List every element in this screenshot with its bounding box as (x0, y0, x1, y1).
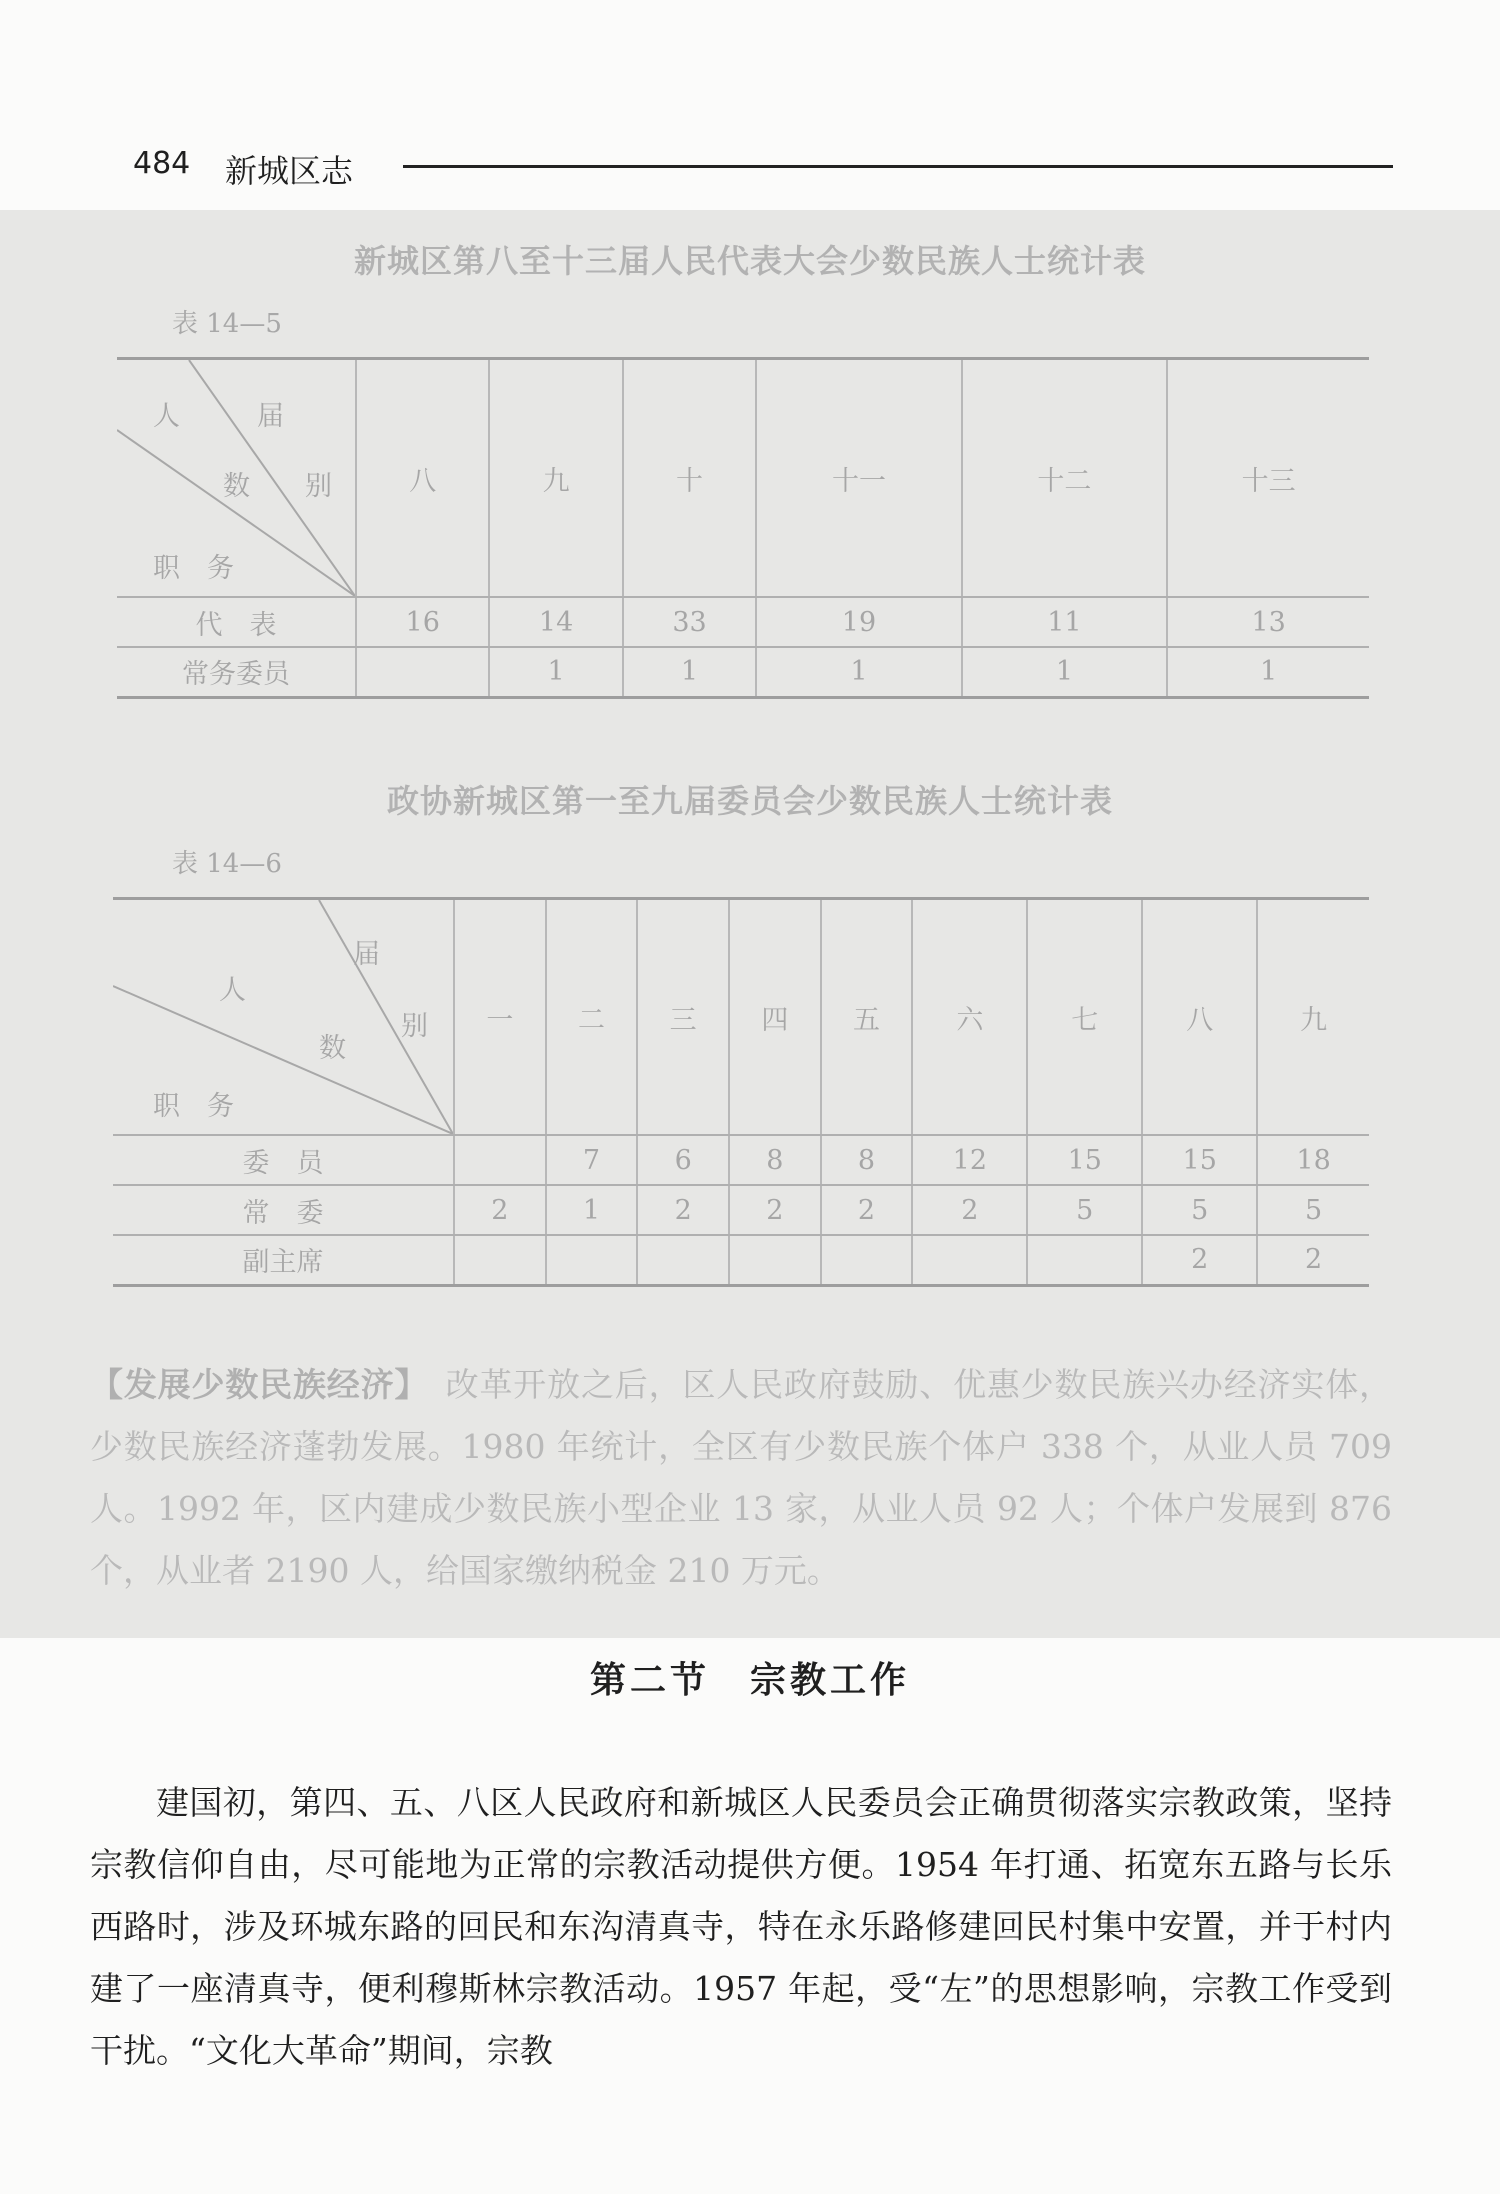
table-row (113, 1185, 1369, 1235)
row-label: 常 委 (113, 1185, 454, 1235)
table-cell: 1 (1167, 647, 1369, 697)
table2-col-header: 五 (821, 899, 913, 1136)
table2-col-header: 七 (1027, 899, 1142, 1136)
table-cell: 6 (637, 1135, 729, 1185)
table-cell: 1 (546, 1185, 638, 1235)
table-row (113, 1135, 1369, 1185)
table-row (117, 647, 1369, 697)
table2-col-header: 二 (546, 899, 638, 1136)
page-number: 484 (133, 146, 191, 181)
table2-corner-person: 人 (219, 975, 246, 1006)
table2-corner (113, 899, 454, 1136)
table-cell: 1 (962, 647, 1167, 697)
table-cell: 2 (1142, 1235, 1257, 1285)
table2 (113, 897, 1369, 1287)
table-cell (821, 1235, 913, 1285)
row-label: 代 表 (117, 597, 356, 647)
row-label: 常务委员 (117, 647, 356, 697)
table-row (117, 597, 1369, 647)
table2-number: 表 14—6 (172, 849, 282, 879)
page-header (133, 146, 1393, 190)
table-cell: 16 (356, 597, 489, 647)
table-cell: 8 (821, 1135, 913, 1185)
table-cell (356, 647, 489, 697)
table-cell: 1 (623, 647, 756, 697)
table-cell: 1 (756, 647, 961, 697)
table-cell: 12 (912, 1135, 1027, 1185)
economy-paragraph (90, 1354, 1392, 1602)
table-cell: 2 (1257, 1235, 1369, 1285)
table-cell: 13 (1167, 597, 1369, 647)
table-cell (637, 1235, 729, 1285)
table1-corner-bie: 别 (305, 471, 332, 502)
table1-corner-duty: 职 务 (153, 553, 234, 584)
table1-col-header: 九 (489, 359, 622, 598)
table-cell (454, 1135, 546, 1185)
table-cell: 8 (729, 1135, 821, 1185)
table2-corner-session: 届 (353, 939, 380, 970)
table2-col-header: 四 (729, 899, 821, 1136)
table1-corner-count: 数 (223, 471, 250, 502)
table-cell: 1 (489, 647, 622, 697)
table-cell: 5 (1142, 1185, 1257, 1235)
table-cell: 15 (1027, 1135, 1142, 1185)
table1 (117, 357, 1369, 699)
table2-corner-duty: 职 务 (153, 1091, 234, 1122)
table-row (113, 1235, 1369, 1285)
table2-col-header: 九 (1257, 899, 1369, 1136)
table1-col-header: 十二 (962, 359, 1167, 598)
table1-corner-person: 人 (153, 401, 180, 432)
table1-col-header: 十三 (1167, 359, 1369, 598)
table1-corner-session: 届 (257, 401, 284, 432)
table-cell: 5 (1257, 1185, 1369, 1235)
table-cell: 18 (1257, 1135, 1369, 1185)
table2-col-header: 三 (637, 899, 729, 1136)
table-cell: 2 (912, 1185, 1027, 1235)
table-cell (546, 1235, 638, 1285)
table2-corner-bie: 别 (401, 1011, 428, 1042)
table2-col-header: 一 (454, 899, 546, 1136)
table1-title: 新城区第八至十三届人民代表大会少数民族人士统计表 (353, 242, 1146, 280)
table-cell: 11 (962, 597, 1167, 647)
table-cell: 19 (756, 597, 961, 647)
table2-col-header: 六 (912, 899, 1027, 1136)
table1-col-header: 八 (356, 359, 489, 598)
table-cell: 2 (454, 1185, 546, 1235)
table-cell (454, 1235, 546, 1285)
table-cell: 2 (637, 1185, 729, 1235)
table1-col-header: 十一 (756, 359, 961, 598)
table1-corner (117, 359, 356, 598)
table2-col-header: 八 (1142, 899, 1257, 1136)
table1-number: 表 14—5 (172, 309, 282, 339)
table2-corner-count: 数 (319, 1033, 346, 1064)
table-cell: 5 (1027, 1185, 1142, 1235)
book-title: 新城区志 (225, 152, 354, 190)
table-cell: 15 (1142, 1135, 1257, 1185)
row-label: 委 员 (113, 1135, 454, 1185)
table2-title: 政协新城区第一至九届委员会少数民族人士统计表 (386, 782, 1113, 820)
table-cell: 14 (489, 597, 622, 647)
economy-lead: 【发展少数民族经济】 (90, 1365, 412, 1404)
header-rule (403, 165, 1393, 168)
table1-col-header: 十 (623, 359, 756, 598)
economy-text: 改革开放之后，区人民政府鼓励、优惠少数民族兴办经济实体，少数民族经济蓬勃发展。1980 年统计，全区有少数民族个体户 338 个，从业人员 709 人。1992 年，区内建成少数民族小型企业 13 家，从业人员 92 人；个体户发展到 876 个，从业者 2190 人，给国家缴纳税金 210 万元。 (90, 1365, 1393, 1590)
table-cell: 7 (546, 1135, 638, 1185)
row-label: 副主席 (113, 1235, 454, 1285)
table-cell (729, 1235, 821, 1285)
table-cell: 2 (821, 1185, 913, 1235)
table-cell (912, 1235, 1027, 1285)
section-paragraph: 建国初，第四、五、八区人民政府和新城区人民委员会正确贯彻落实宗教政策，坚持宗教信仰自由，尽可能地为正常的宗教活动提供方便。1954 年打通、拓宽东五路与长乐西路时，涉及环城东路的回民和东沟清真寺，特在永乐路修建回民村集中安置，并于村内建了一座清真寺，便利穆斯林宗教活动。1957 年起，受“左”的思想影响，宗教工作受到干扰。“文化大革命”期间，宗教 (90, 1783, 1392, 2070)
section-title: 第二节 宗教工作 (589, 1659, 910, 1701)
table-cell: 2 (729, 1185, 821, 1235)
table-cell: 33 (623, 597, 756, 647)
table-cell (1027, 1235, 1142, 1285)
